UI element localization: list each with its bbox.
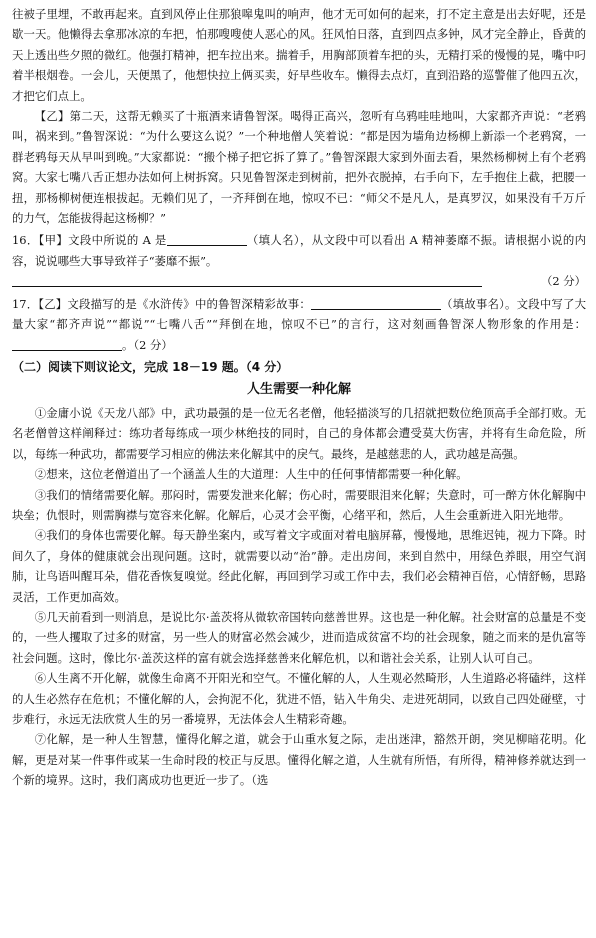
essay-title: 人生需要一种化解 xyxy=(246,381,351,397)
question-17 xyxy=(12,294,586,355)
essay-paragraph: ④我们的身体也需要化解。每天静坐案内，或写着文字或面对着电脑屏幕，慢慢地，思维迟钝，视力下降。时间久了，身体的健康就会出现问题。这时，就需要以动“治”静。走出房间，来到自然中，用绿色养眼，用空气润肺，让鸟语叫醒耳朵，借花香恢复嗅觉。经此化解，再回到学习或工作中去，我们必会精神百倍，心情舒畅，思路灵活，工作更加高效。 xyxy=(12,528,586,604)
passage-yi: 【乙】第二天，这帮无赖买了十瓶酒来请鲁智深。喝得正高兴，忽听有乌鸦哇哇地叫，大家都齐声说：“老鸦叫，祸来到。”鲁智深说：“为什么要这么说？”一个种地僧人笑着说：“都是因为墙角边杨柳上新添一个老鸦窝，一群老鸦每天从早叫到晚。”大家都说：“搬个梯子把它拆了算了。”鲁智深跟大家到外面去看，果然杨柳树上有个老鸦窝。大家七嘴八舌正想办法如何上树拆窝。只见鲁智深走到树前，把外衣脱掉，右手向下，左手抱住上截，把腰一扭，那杨柳树便连根拔起。无赖们见了，一齐拜倒在地，惊叹不已：“师父不是凡人，是真罗汉，如果没有千万斤的力气，怎能拔得起这杨柳？” xyxy=(12,109,586,226)
q16-blank-name[interactable] xyxy=(167,233,247,246)
q16-suffix: （填人名），从文段中可以看出 A 精神萎靡不振。请根据小说的内容，说说哪些大事导致祥子“萎靡不振”。 xyxy=(12,233,586,268)
q16-score: （2 分） xyxy=(540,274,586,289)
q17-prefix: 17．【乙】文段描写的是《水浒传》中的鲁智深精彩故事： xyxy=(12,296,311,311)
q16-answer-line[interactable] xyxy=(12,274,482,287)
essay-paragraph: ⑤几天前看到一则消息，是说比尔·盖茨将从微软帝国转向慈善世界。这也是一种化解。社会财富的总量是不变的，一些人攫取了过多的财富，另一些人的财富必然会减少，进而造成贫富不均的社会现象，随之而来的是仇富等社会问题。这时，像比尔·盖茨这样的富有就会选择慈善来化解危机，以和谐社会关系，让别人认可自己。 xyxy=(12,609,586,665)
essay-paragraph: ⑥人生离不开化解，就像生命离不开阳光和空气。不懂化解的人，人生观必然畸形，人生道路必将磕绊，这样的人生必然存在危机；不懂化解的人，会拘泥不化，犹进不悟，钻入牛角尖、走进死胡同，以致自己四处碰壁，寸步难行，永远无法欣赏人生的另一番境界，无法体会人生精彩奇趣。 xyxy=(12,671,586,726)
q17-blank-effect[interactable] xyxy=(12,338,122,351)
q17-blank-story[interactable] xyxy=(311,297,441,310)
q16-prefix: 16．【甲】文段中所说的 A 是 xyxy=(12,233,167,248)
essay-paragraph: ③我们的情绪需要化解。那闷时，需要发泄来化解；伤心时，需要眼泪来化解；失意时，可一醉方休化解胸中块垒；仇恨时，则需胸襟与宽容来化解。化解后，心灵才会平衡，心绪平和，然后，人生会重新进入阳光地带。 xyxy=(12,487,586,522)
q17-score: 。（2 分） xyxy=(122,337,173,352)
section-2-heading: （二）阅读下则议论文，完成 18－19 题。（4 分） xyxy=(12,359,289,374)
question-16 xyxy=(12,230,586,291)
essay-paragraph: ⑦化解，是一种人生智慧，懂得化解之道，就会于山重水复之际，走出迷津，豁然开朗，突见柳暗花明。化解，更是对某一件事件或某一生命时段的校正与反思。懂得化解之道，人生就有所悟，有所得，精神修养就达到一个新的境界。这时，我们离成功也更近一步了。（选 xyxy=(12,732,586,788)
story-excerpt-end: 往被子里埋，不敢再起来。直到风停止住那狼嗥鬼叫的响声，他才无可如何的起来，打不定主意是出去好呢，还是歇一天。他懒得去拿那冰凉的车把，怕那嗖嗖使人恶心的风。狂风怕日落，直到四点多钟，风才完全静止，昏黄的天上透出些夕照的微红。他强打精神，把车拉出来。揣着手，用胸部顶着车把的头，无精打采的慢慢的晃，嘴中叼着半根烟卷。一会儿，天便黑了，他想快拉上俩买卖，好早些收车。懒得去点灯，直到沿路的巡警催了他四五次，才把它们点上。 xyxy=(12,7,586,103)
q17-mid: （填故事名）。文段中写了大量大家“都齐声说”“都说”“七嘴八舌”“拜倒在地，惊叹不已”的言行，这对刻画鲁智深人物形象的作用是： xyxy=(12,296,586,332)
essay-paragraph: ①金庸小说《天龙八部》中，武功最强的是一位无名老僧，他轻描淡写的几招就把数位绝顶高手全部打败。无名老僧曾这样阐释过：练功者每练成一项少林绝技的同时，自己的身体都会遭受莫大伤害，并将有生命危险，所以，每练一种武功，都需要学习相应的佛法来化解其中的戾气。最终，是越慈悲的人，武功越是高强。 xyxy=(12,405,586,461)
essay-paragraph: ②想来，这位老僧道出了一个涵盖人生的大道理：人生中的任何事情都需要一种化解。 xyxy=(34,467,468,482)
